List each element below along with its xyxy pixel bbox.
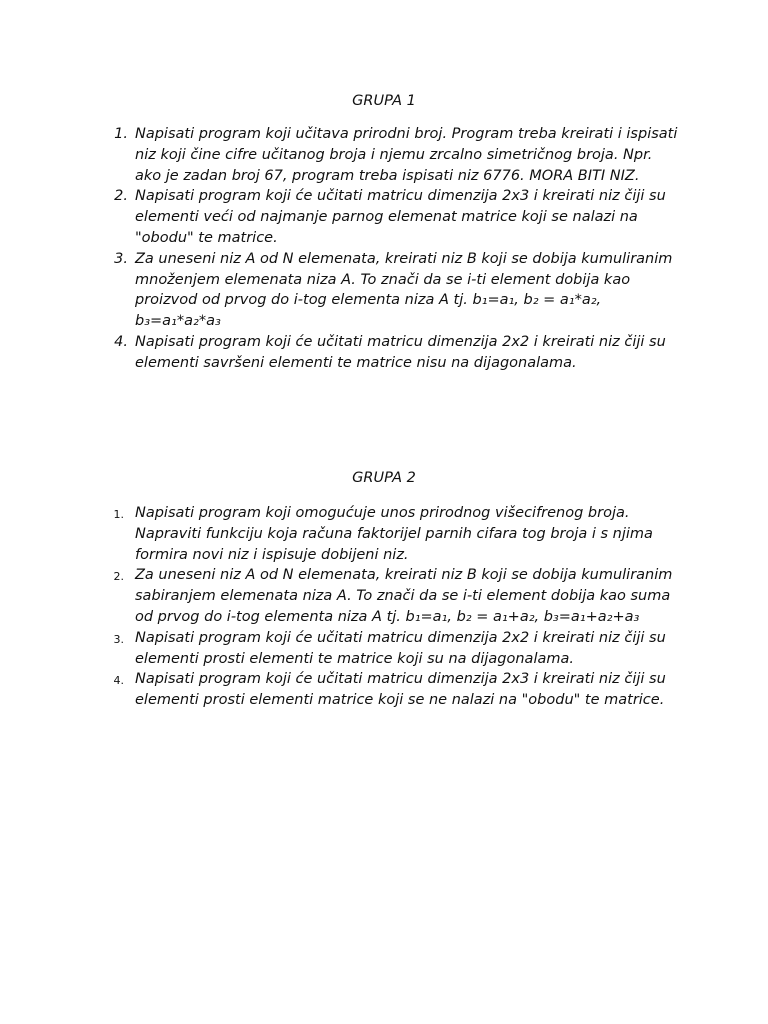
task-number: 1. bbox=[113, 508, 124, 521]
task-number: 3. bbox=[114, 250, 128, 267]
list-item bbox=[0, 669, 680, 711]
task-text: Napisati program koji će učitati matricu dimenzija 2x2 i kreirati niz čiji su elementi prosti elementi te matrice koji su na dijagonalama. bbox=[135, 629, 666, 667]
task-text: Za uneseni niz A od N elemenata, kreirati niz B koji se dobija kumuliranim sabiranjem elemenata niza A. To znači da se i-ti element dobija kao suma od prvog do i-tog elementa niza A tj. b₁=a₁, b₂ = a₁+a₂, b₃=a₁+a₂+a₃ bbox=[135, 567, 673, 625]
task-text: Napisati program koji će učitati matricu dimenzija 2x3 i kreirati niz čiji su elementi prosti elementi matrice koji se ne nalazi na "obodu" te matrice. bbox=[135, 671, 666, 709]
list-item bbox=[0, 124, 680, 186]
list-item bbox=[0, 628, 680, 670]
list-item bbox=[0, 503, 680, 565]
group2-title: GRUPA 2 bbox=[352, 470, 416, 486]
list-item bbox=[0, 332, 680, 374]
task-number: 4. bbox=[113, 674, 124, 688]
task-number: 2. bbox=[114, 188, 128, 205]
task-text: Napisati program koji će učitati matricu dimenzija 2x2 i kreirati niz čiji su elementi savršeni elementi te matrice nisu na dijagonalama. bbox=[135, 333, 666, 371]
group1-task-list bbox=[0, 124, 768, 374]
task-number: 1. bbox=[114, 126, 128, 142]
list-item bbox=[0, 186, 680, 248]
task-text: Napisati program koji omogućuje unos prirodnog višecifrenog broja. Napraviti funkciju koja računa faktorijel parnih cifara tog broja i s njima formira novi niz i ispisuje dobijeni niz. bbox=[135, 505, 653, 563]
task-number: 2. bbox=[113, 570, 124, 584]
list-item bbox=[0, 249, 680, 332]
list-item bbox=[0, 565, 680, 627]
task-number: 3. bbox=[113, 632, 124, 646]
task-text: Napisati program koji učitava prirodni broj. Program treba kreirati i ispisati niz koji čine cifre učitanog broja i njemu zrcalno simetričnog broja. Npr. ako je zadan broj 67, program treba ispisati niz 6776. MORA BITI NIZ. bbox=[135, 126, 678, 184]
task-text: Za uneseni niz A od N elemenata, kreirati niz B koji se dobija kumuliranim množenjem elemenata niza A. To znači da se i-ti element dobija kao proizvod od prvog do i-tog elementa niza A tj. b₁=a₁, b₂ = a₁*a₂, b₃=a₁*a₂*a₃ bbox=[135, 250, 673, 330]
group2-task-list bbox=[0, 503, 768, 711]
task-text: Napisati program koji će učitati matricu dimenzija 2x3 i kreirati niz čiji su elementi veći od najmanje parnog elemenat matrice koji se nalazi na "obodu" te matrice. bbox=[135, 188, 666, 246]
group1-title: GRUPA 1 bbox=[352, 93, 416, 109]
task-number: 4. bbox=[114, 333, 128, 350]
